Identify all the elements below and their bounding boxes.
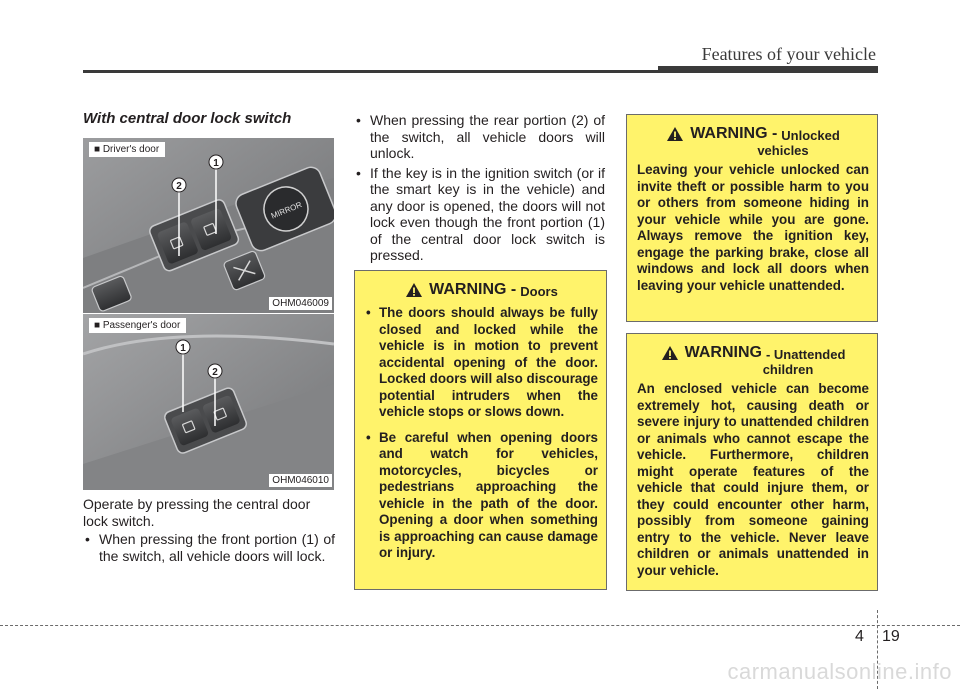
warning-doors-box (354, 270, 607, 590)
passengers-door-code: OHM046010 (269, 474, 332, 487)
warning-triangle-icon (661, 345, 679, 361)
warning-unlocked-box (626, 114, 878, 322)
mirror-label: MIRROR (269, 200, 304, 221)
passengers-door-photo (83, 313, 334, 490)
passengers-door-illustration (83, 314, 334, 490)
warning-triangle-icon (405, 282, 423, 298)
list-item: • When pressing the front portion (1) of the switch, all vehicle doors will lock. (83, 531, 335, 564)
drivers-door-code: OHM046009 (269, 297, 332, 310)
list-item: • When pressing the rear portion (2) of the switch, all vehicle doors will unlock. (354, 112, 605, 162)
callout-2: 2 (212, 367, 218, 378)
middle-bullet-list (354, 112, 605, 267)
footer-rule (0, 625, 960, 626)
warning-children-heading (637, 344, 869, 362)
watermark: carmanualsonline.info (727, 659, 952, 684)
list-item: • Be careful when opening doors and watch for vehicles, motorcycles, bicycles or pedestrians approaching the vehicle in the path of the door. Opening a door when something is approaching can cause damage or injury. (365, 430, 598, 562)
callout-2: 2 (176, 181, 182, 192)
warning-subtitle: - Unattended (765, 347, 846, 362)
warning-children-text: An enclosed vehicle can become extremely hot, causing death or severe injury to unattended children or animals who cannot escape the vehicle. Furthermore, children might operate features of the vehicle that could injure them, or they could encounter other harm, possibly from someone gaining entry to the vehicle. Never leave children or animals unattended in your vehicle. (637, 381, 869, 578)
warning-subtitle: Unlocked (781, 128, 840, 143)
section-subheading: With central door lock switch (83, 110, 292, 127)
warning-children-box (626, 333, 878, 591)
warning-unlocked-text: Leaving your vehicle unlocked can invite theft or possible harm to you or others from someone hiding in your vehicle while you are gone. Always remove the ignition key, engage the parking brake, close all windows and lock all doors when leaving your vehicle unattended. (637, 162, 869, 293)
header-title: Features of your vehicle (701, 44, 876, 64)
list-item: • If the key is in the ignition switch (or if the smart key is in the vehicle) and any door is opened, the doors will not lock even though the front portion (1) of the central door lock switch is pressed. (354, 165, 605, 264)
drivers-door-tag: ■ Driver's door (89, 142, 165, 157)
warning-label: WARNING - (429, 281, 517, 298)
page-number: 19 (882, 628, 900, 645)
warning-subtitle-cont: children (762, 362, 814, 377)
callout-1: 1 (213, 158, 219, 169)
passengers-door-tag: ■ Passenger's door (89, 318, 186, 333)
page-section-number: 4 (855, 628, 864, 645)
warning-subtitle: Doors (520, 284, 558, 299)
list-item: • The doors should always be fully closed and locked while the vehicle is in motion to prevent accidental opening of the door. Locked doors will also discourage potential intruders when the vehicle stops or slows down. (365, 305, 598, 421)
warning-triangle-icon (666, 126, 684, 142)
operate-instruction: Operate by pressing the central door lock switch. (83, 496, 311, 529)
drivers-door-illustration (83, 138, 334, 313)
warning-subtitle-cont: vehicles (757, 143, 809, 158)
warning-label: WARNING (684, 344, 762, 361)
callout-1: 1 (180, 343, 186, 354)
warning-doors-list (365, 305, 598, 562)
warning-unlocked-heading (637, 125, 869, 143)
warning-label: WARNING - (690, 125, 778, 142)
drivers-door-photo (83, 138, 334, 313)
left-bullet-list (83, 531, 335, 567)
header-rule-accent (658, 66, 878, 73)
warning-doors-heading (365, 281, 598, 299)
